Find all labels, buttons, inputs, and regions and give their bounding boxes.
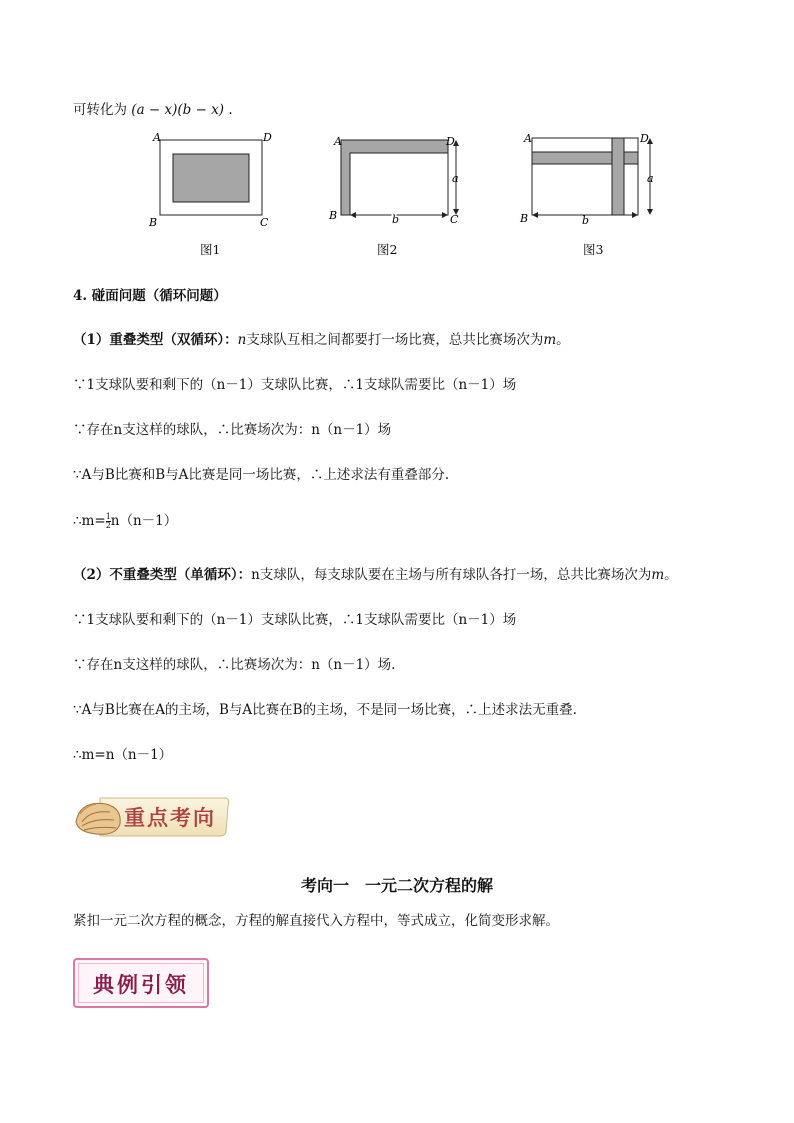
topic-title: 考向一 一元二次方程的解	[300, 876, 493, 895]
fig1-label-D: D	[263, 131, 272, 144]
para-nonoverlap-type	[73, 566, 678, 584]
fig3-label-B: B	[520, 212, 529, 225]
line-4-formula	[73, 512, 177, 530]
line-5: ∵1支球队要和剩下的（n－1）支球队比赛，∴1支球队需要比（n－1）场	[73, 612, 517, 628]
figure-2	[328, 130, 468, 230]
intro-line	[73, 101, 233, 119]
nonoverlap-label: （2）不重叠类型（单循环）：	[73, 567, 252, 583]
intro-prefix: 可转化为	[73, 102, 127, 118]
shell-icon	[76, 803, 120, 834]
fig3-caption: 图3	[583, 242, 604, 257]
key-direction-badge	[70, 792, 232, 840]
fig3-label-a: a	[647, 172, 654, 185]
line-8: ∴m=n（n－1）	[73, 747, 173, 763]
fraction-denominator: 2	[105, 521, 111, 530]
section-heading: 4. 碰面问题（循环问题）	[73, 288, 227, 304]
example-badge	[73, 958, 209, 1008]
intro-suffix: .	[228, 102, 233, 118]
para-overlap-type	[73, 331, 570, 349]
line-1: ∵1支球队要和剩下的（n－1）支球队比赛，∴1支球队需要比（n－1）场	[73, 377, 517, 393]
fig2-label-C: C	[450, 213, 459, 226]
topic-description: 紧扣一元二次方程的概念，方程的解直接代入方程中，等式成立，化简变形求解。	[73, 913, 559, 929]
fig2-label-b: b	[392, 213, 400, 226]
fraction-numerator: 1	[105, 512, 111, 521]
fig2-label-B: B	[329, 209, 338, 222]
nonoverlap-text: n支球队，每支球队要在主场与所有球队各打一场，总共比赛场次为	[251, 567, 652, 583]
fig3-label-D: D	[640, 132, 649, 145]
overlap-n: n	[237, 332, 247, 348]
fig2-label-D: D	[446, 135, 455, 148]
badge1-text: 重点考向	[124, 805, 216, 830]
fig1-label-A: A	[153, 131, 161, 144]
line-7: ∵A与B比赛在A的主场，B与A比赛在B的主场，不是同一场比赛，∴上述求法无重叠.	[73, 702, 577, 718]
fig2-label-A: A	[334, 135, 342, 148]
overlap-text: 支球队互相之间都要打一场比赛，总共比赛场次为	[246, 332, 544, 348]
figure-3	[518, 130, 668, 230]
fig1-caption: 图1	[200, 242, 221, 257]
fig1-label-B: B	[149, 216, 158, 229]
formula-prefix: ∴m=	[73, 513, 106, 529]
line-6: ∵存在n支这样的球队，∴比赛场次为：n（n－1）场.	[73, 657, 396, 673]
overlap-m: m	[543, 332, 557, 348]
overlap-label: （1）重叠类型（双循环）：	[73, 332, 238, 348]
line-2: ∵存在n支这样的球队，∴比赛场次为：n（n－1）场	[73, 422, 392, 438]
fig1-label-C: C	[260, 216, 269, 229]
intro-formula: (a − x)(b − x)	[131, 102, 225, 118]
line-3: ∵A与B比赛和B与A比赛是同一场比赛，∴上述求法有重叠部分.	[73, 467, 450, 483]
fig2-label-a: a	[452, 172, 459, 185]
figure-1	[148, 130, 278, 230]
nonoverlap-end: 。	[664, 567, 678, 583]
overlap-end: 。	[556, 332, 570, 348]
fig3-label-A: A	[524, 132, 532, 145]
fig3-label-b: b	[582, 214, 590, 227]
nonoverlap-m: m	[651, 567, 665, 583]
fig2-caption: 图2	[377, 242, 398, 257]
formula-suffix: n（n－1）	[110, 513, 178, 529]
badge2-text: 典例引领	[93, 972, 189, 997]
